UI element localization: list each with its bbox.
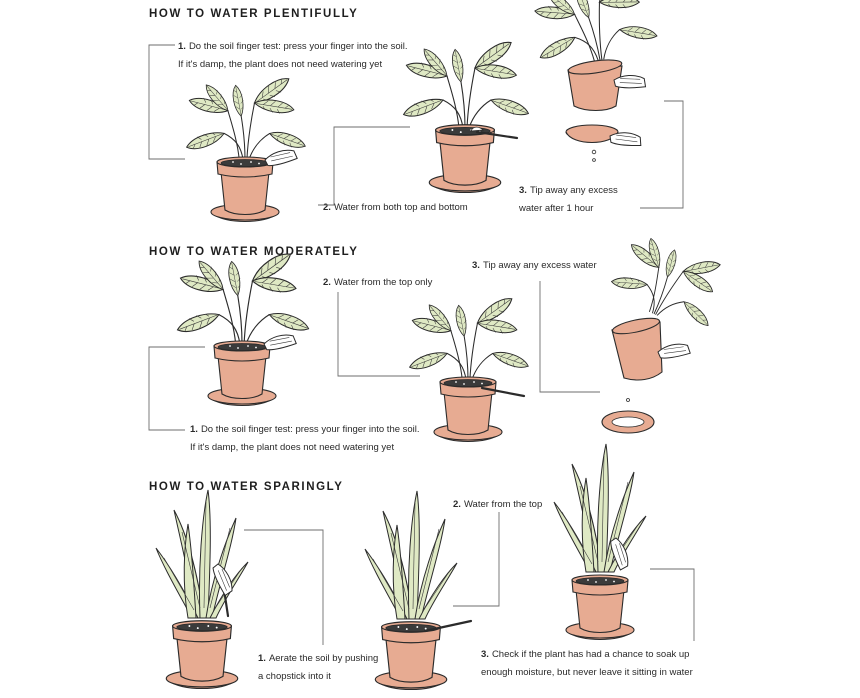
step-text: If it's damp, the plant does not need watering yet	[178, 59, 383, 70]
sparing-plant-chopstick	[156, 490, 248, 688]
moderate-plant-tipping	[602, 222, 737, 433]
plentiful-plant-watering	[401, 38, 530, 192]
leader-sparing-1	[244, 530, 323, 645]
moderate-plant-watering	[408, 295, 530, 442]
step-text: a chopstick into it	[258, 671, 331, 682]
leader-moderate-3	[540, 281, 600, 392]
leader-sparing-2	[453, 512, 499, 606]
step-number: 2.	[323, 277, 331, 288]
leader-plentiful-3	[640, 101, 683, 208]
step-number: 1.	[258, 653, 266, 664]
step-text: Water from the top only	[333, 277, 433, 288]
step-text: If it's damp, the plant does not need watering yet	[190, 442, 395, 453]
step-text: Do the soil finger test: press your finger into the soil.	[188, 41, 408, 52]
step-text: Water from the top	[463, 499, 543, 510]
moderate-plant-finger-test	[175, 250, 310, 406]
step-text: water after 1 hour	[519, 203, 594, 214]
step-text: Tip away any excess water	[482, 260, 597, 271]
section-title-plentifully: HOW TO WATER PLENTIFULLY	[149, 8, 359, 20]
step-number: 1.	[190, 424, 198, 435]
section-title-moderately: HOW TO WATER MODERATELY	[149, 246, 359, 258]
plentiful-plant-finger-test	[185, 75, 307, 222]
step-text: Tip away any excess	[529, 185, 618, 196]
step-number: 2.	[323, 202, 331, 213]
step-number: 3.	[472, 260, 480, 271]
leader-sparing-3	[650, 569, 694, 641]
leader-moderate-2	[338, 292, 420, 376]
step-number: 3.	[519, 185, 527, 196]
step-text: enough moisture, but never leave it sitting in water	[481, 667, 693, 678]
sparing-plant-check	[554, 444, 646, 640]
leader-moderate-1	[149, 347, 205, 430]
step-text: Water from both top and bottom	[333, 202, 468, 213]
step-number: 3.	[481, 649, 489, 660]
step-text: Aerate the soil by pushing	[268, 653, 379, 664]
step-text: Do the soil finger test: press your finger into the soil.	[200, 424, 420, 435]
step-text: Check if the plant has had a chance to soak up	[491, 649, 690, 660]
section-title-sparingly: HOW TO WATER SPARINGLY	[149, 481, 344, 493]
step-number: 2.	[453, 499, 461, 510]
step-number: 1.	[178, 41, 186, 52]
plentiful-plant-tipping	[526, 0, 661, 161]
leader-plentiful-2	[318, 127, 410, 205]
leader-plentiful-1	[149, 45, 185, 159]
sparing-plant-watering	[365, 491, 471, 689]
